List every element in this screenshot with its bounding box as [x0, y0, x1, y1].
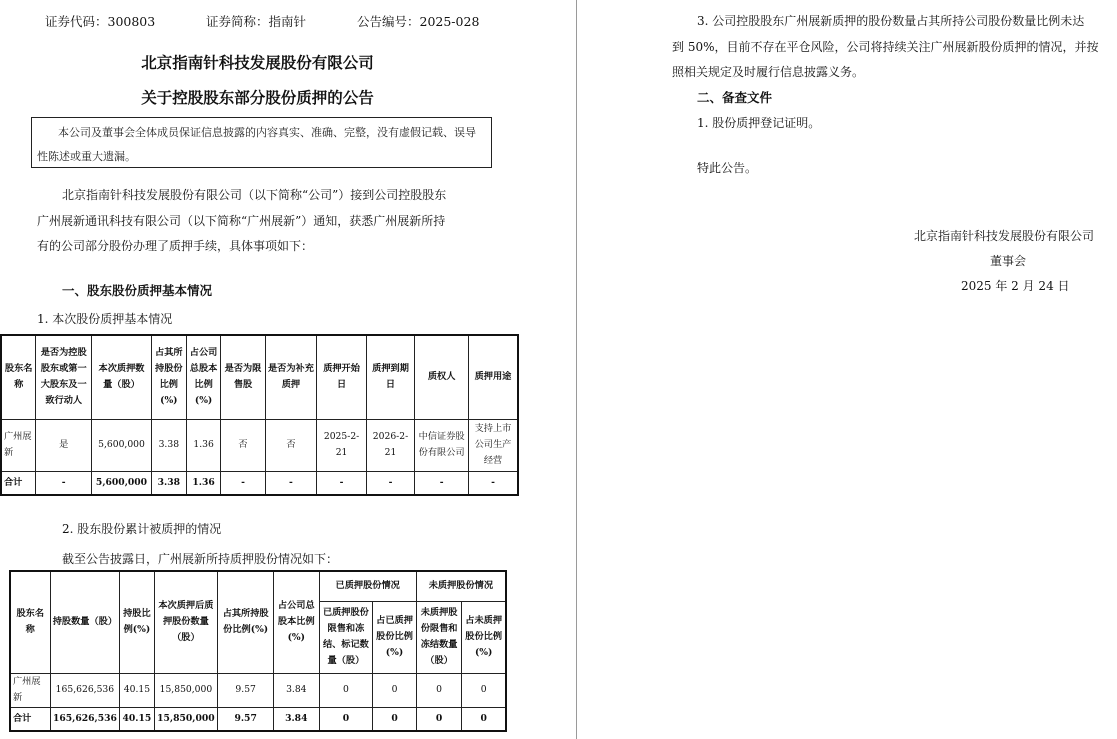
cell-total-label: 合计 [1, 471, 36, 495]
cell2-after-pledge: 15,850,000 [154, 673, 218, 707]
th2-pct-total: 占公司总股本比例(%) [274, 571, 320, 673]
th-qty: 本次质押数量（股） [92, 335, 152, 419]
cell2-c3: 0 [416, 673, 462, 707]
para-3-line-1: 3. 公司控股股东广州展新质押的股份数量占其所持公司股份数量比例未达 [697, 14, 1085, 28]
cell-pledgee: 中信证券股份有限公司 [415, 419, 469, 471]
disclosure-box [31, 117, 492, 168]
th2-unpledged-restricted: 未质押股份限售和冻结数量（股） [416, 601, 462, 673]
doc-item-1: 1. 股份质押登记证明。 [697, 116, 821, 130]
th-start: 质押开始日 [317, 335, 366, 419]
cell-total-start: - [317, 471, 366, 495]
subsection-1-title: 1. 本次股份质押基本情况 [37, 312, 173, 326]
th2-hold-pct: 持股比例(%) [120, 571, 154, 673]
cell2-total-after-pledge: 15,850,000 [154, 707, 218, 731]
cell2-total-pct-total: 3.84 [274, 707, 320, 731]
cell2-total-c1: 0 [319, 707, 373, 731]
cell-total-end: - [366, 471, 414, 495]
cell-total-controlling: - [36, 471, 92, 495]
th-usage: 质押用途 [469, 335, 518, 419]
th2-hold-qty: 持股数量（股） [50, 571, 120, 673]
intro-line-3: 有的公司部分股份办理了质押手续，具体事项如下： [37, 239, 314, 253]
cell2-total-pct-own: 9.57 [218, 707, 274, 731]
cell-total-qty: 5,600,000 [92, 471, 152, 495]
cell-total-pct-own: 3.38 [151, 471, 186, 495]
cell-start: 2025-2-21 [317, 419, 366, 471]
subsection-2-intro: 截至公告披露日，广州展新所持质押股份情况如下： [62, 552, 339, 566]
cell2-c1: 0 [319, 673, 373, 707]
cell-total-supplement: - [265, 471, 317, 495]
notice-title: 关于控股股东部分股份质押的公告 [141, 88, 374, 107]
intro-line-1: 北京指南针科技发展股份有限公司（以下简称“公司”）接到公司控股股东 [62, 188, 447, 202]
cumulative-pledge-table [9, 570, 507, 732]
section-1-heading: 一、股东股份质押基本情况 [62, 283, 213, 298]
notice-number: 公告编号：2025-028 [357, 14, 480, 29]
th-pledgee: 质权人 [415, 335, 469, 419]
th-name: 股东名称 [1, 335, 36, 419]
cell-usage: 支持上市公司生产经营 [469, 419, 518, 471]
stock-short-name: 证券简称：指南针 [206, 14, 307, 29]
cell-end: 2026-2-21 [366, 419, 414, 471]
cell2-total-c3: 0 [416, 707, 462, 731]
signature-board: 董事会 [990, 254, 1027, 268]
th2-unpledged-pct: 占未质押股份比例(%) [462, 601, 506, 673]
cell-pct-own: 3.38 [151, 419, 186, 471]
cell2-name: 广州展新 [10, 673, 50, 707]
th-end: 质押到期日 [366, 335, 414, 419]
th-restricted: 是否为限售股 [221, 335, 265, 419]
cell2-c4: 0 [462, 673, 506, 707]
th2-pct-own: 占其所持股份比例(%) [218, 571, 274, 673]
cell-name: 广州展新 [1, 419, 36, 471]
cell2-total-label: 合计 [10, 707, 50, 731]
cell2-pct-own: 9.57 [218, 673, 274, 707]
cell2-c2: 0 [373, 673, 417, 707]
table-row [1, 419, 518, 471]
cell-total-usage: - [469, 471, 518, 495]
th-controlling: 是否为控股股东或第一大股东及一致行动人 [36, 335, 92, 419]
pledge-table [0, 334, 519, 496]
para-3-line-3: 照相关规定及时履行信息披露义务。 [672, 65, 865, 79]
company-title: 北京指南针科技发展股份有限公司 [141, 53, 374, 72]
disclosure-line-1: 本公司及董事会全体成员保证信息披露的内容真实、准确、完整，没有虚假记载、误导 [58, 126, 476, 139]
th2-after-pledge: 本次质押后质押股份数量（股） [154, 571, 218, 673]
intro-line-2: 广州展新通讯科技有限公司（以下简称“广州展新”）通知，获悉广州展新所持 [37, 214, 446, 228]
th-pct-total: 占公司总股本比例(%) [186, 335, 221, 419]
cell2-total-c2: 0 [373, 707, 417, 731]
subsection-2-title: 2. 股东股份累计被质押的情况 [62, 522, 222, 536]
cell-controlling: 是 [36, 419, 92, 471]
cell-restricted: 否 [221, 419, 265, 471]
signature-company: 北京指南针科技发展股份有限公司 [914, 229, 1095, 243]
th2-pledged-restricted: 已质押股份限售和冻结、标记数量（股） [319, 601, 373, 673]
section-2-heading: 二、备查文件 [697, 90, 773, 105]
closing-text: 特此公告。 [697, 161, 758, 175]
th2-pledged-group: 已质押股份情况 [319, 571, 416, 601]
th2-unpledged-group: 未质押股份情况 [416, 571, 506, 601]
page-divider [576, 0, 577, 739]
cell2-hold-pct: 40.15 [120, 673, 154, 707]
cell2-pct-total: 3.84 [274, 673, 320, 707]
disclosure-line-2: 性陈述或重大遗漏。 [37, 150, 136, 163]
th2-name: 股东名称 [10, 571, 50, 673]
table-row [10, 673, 506, 707]
table2-header-row-1 [10, 571, 506, 601]
cell-qty: 5,600,000 [92, 419, 152, 471]
cell2-total-hold-qty: 165,626,536 [50, 707, 120, 731]
para-3-line-2: 到 50%，目前不存在平仓风险，公司将持续关注广州展新股份质押的情况，并按 [672, 40, 1099, 54]
stock-code: 证券代码：300803 [45, 14, 156, 29]
cell2-hold-qty: 165,626,536 [50, 673, 120, 707]
th-pct-own: 占其所持股份比例(%) [151, 335, 186, 419]
cell-total-restricted: - [221, 471, 265, 495]
cell-total-pct-total: 1.36 [186, 471, 221, 495]
cell2-total-c4: 0 [462, 707, 506, 731]
cell-supplement: 否 [265, 419, 317, 471]
cell2-total-hold-pct: 40.15 [120, 707, 154, 731]
th-supplement: 是否为补充质押 [265, 335, 317, 419]
cell-total-pledgee: - [415, 471, 469, 495]
table-total-row [1, 471, 518, 495]
th2-pledged-pct: 占已质押股份比例(%) [373, 601, 417, 673]
table2-total-row [10, 707, 506, 731]
table-header-row [1, 335, 518, 419]
signature-date: 2025 年 2 月 24 日 [961, 279, 1070, 293]
cell-pct-total: 1.36 [186, 419, 221, 471]
